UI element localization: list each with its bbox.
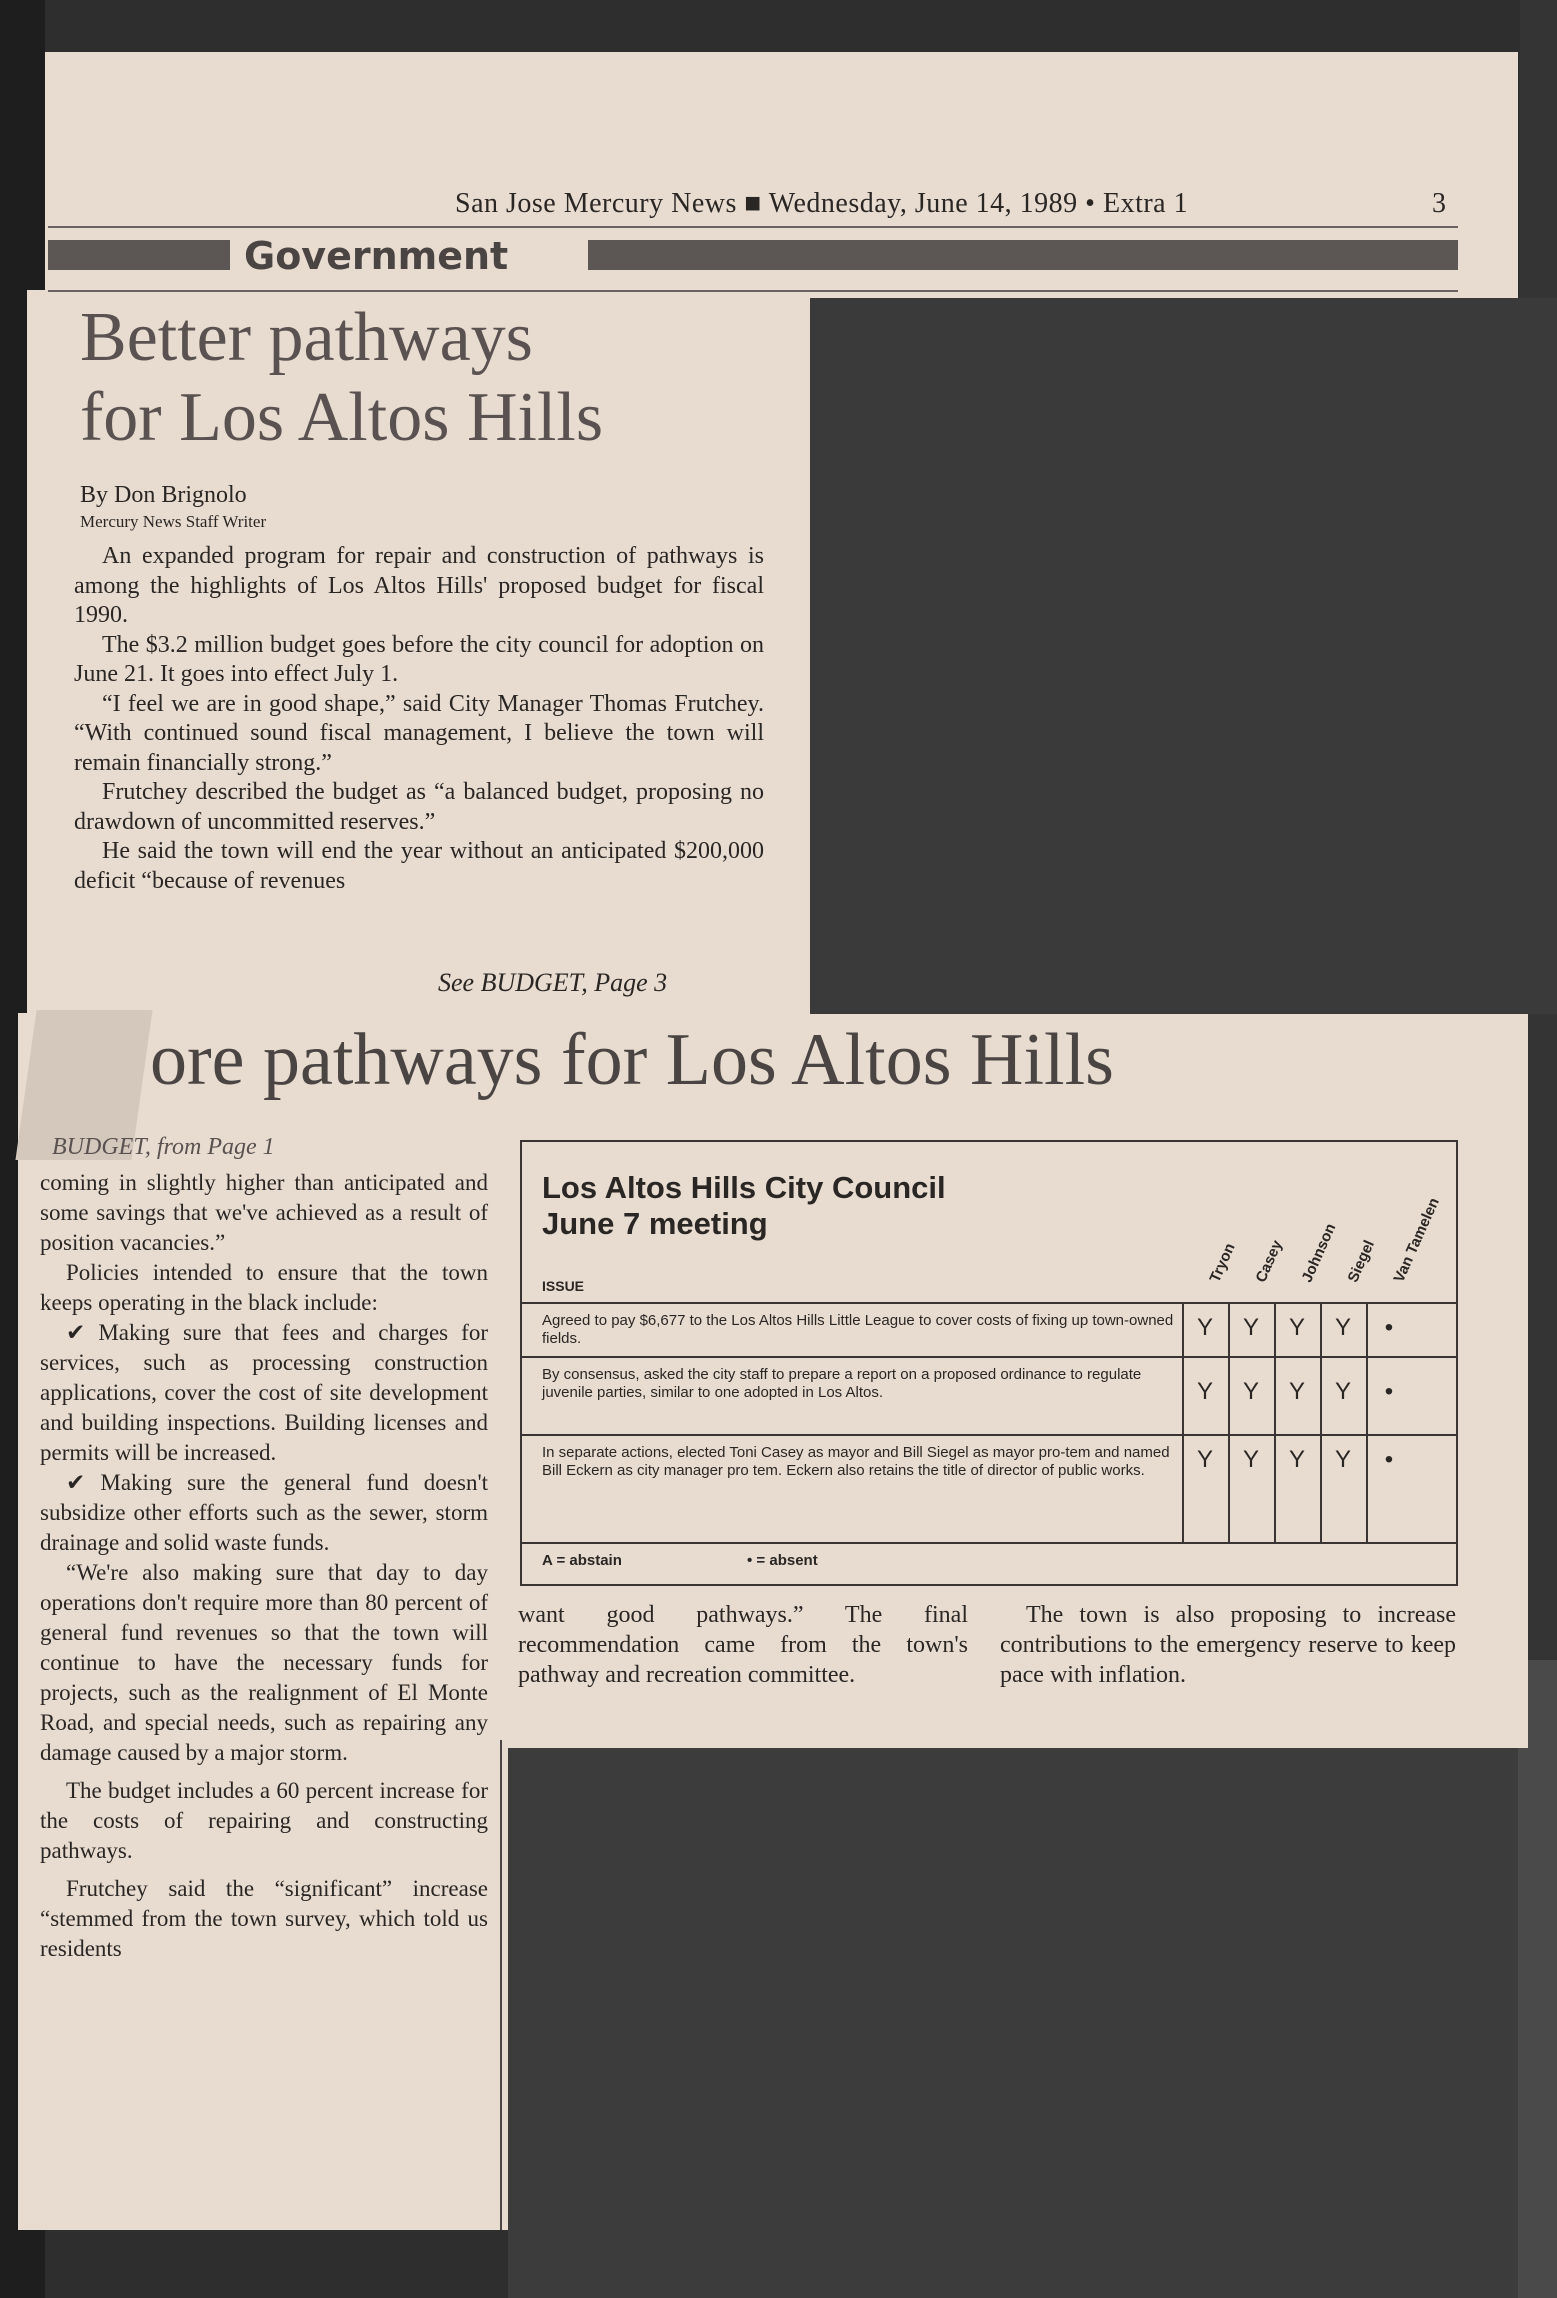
council-title — [542, 1170, 946, 1242]
headline-article-1 — [80, 298, 800, 458]
vote: Y — [1334, 1446, 1351, 1473]
background-right-lower — [1518, 1660, 1557, 2298]
paragraph: The $3.2 million budget goes before the city council for adoption on June 21. It goes into effect July 1. — [74, 631, 764, 687]
page-number: 3 — [1432, 188, 1446, 219]
vote: Y — [1334, 1378, 1351, 1405]
member-name: Van Tamelen — [1390, 1195, 1443, 1285]
paragraph: coming in slightly higher than anticipated and some savings that we've achieved as a result of position vacancies.” — [40, 1170, 488, 1255]
issue-text: By consensus, asked the city staff to prepare a report on a proposed ordinance to regulate juvenile parties, similar to one adopted in Los Altos. — [542, 1366, 1142, 1401]
jump-line: See BUDGET, Page 3 — [438, 968, 668, 997]
headline-line-1: Better pathways — [80, 299, 533, 376]
issue-header: ISSUE — [542, 1278, 585, 1294]
paragraph: The town is also proposing to increase contributions to the emergency reserve to keep pace with inflation. — [1000, 1602, 1456, 1688]
grid-line — [522, 1542, 1456, 1544]
member-name: Johnson — [1298, 1220, 1340, 1285]
issue-text: Agreed to pay $6,677 to the Los Altos Hills Little League to cover costs of fixing up town-owned fields. — [542, 1312, 1174, 1347]
grid-line — [522, 1356, 1456, 1358]
redaction-block-top — [810, 298, 1557, 1014]
vote: Y — [1196, 1446, 1213, 1473]
masthead: San Jose Mercury News ■ Wednesday, June 14, 1989 • Extra 1 — [455, 188, 1189, 219]
vote: Y — [1242, 1446, 1259, 1473]
vote: Y — [1288, 1446, 1305, 1473]
section-bar-left — [48, 240, 230, 270]
article-2-left-column — [40, 1168, 488, 1964]
section-label: Government — [244, 234, 509, 278]
vote: Y — [1196, 1378, 1213, 1405]
vote: • — [1384, 1378, 1394, 1405]
article-2-middle-column: want good pathways.” The final recommendation came from the town's pathway and recreation committee. — [518, 1602, 968, 1688]
vote: Y — [1288, 1378, 1305, 1405]
paragraph: ✔ Making sure the general fund doesn't subsidize other efforts such as the sewer, storm drainage and solid waste funds. — [40, 1470, 488, 1555]
vote: Y — [1196, 1314, 1213, 1341]
paragraph: Policies intended to ensure that the town keeps operating in the black include: — [40, 1260, 488, 1315]
section-banner — [48, 234, 1458, 278]
legend-abstain: A = abstain — [542, 1552, 622, 1569]
article-1-body — [74, 542, 764, 896]
vote: Y — [1334, 1314, 1351, 1341]
paragraph: ✔ Making sure that fees and charges for services, such as processing construction applications, cover the cost of site development and building inspections. Building licenses and permits will be increased. — [40, 1320, 488, 1465]
paragraph: Frutchey said the “significant” increase “stemmed from the town survey, which told us residents — [40, 1876, 488, 1961]
vote: Y — [1242, 1378, 1259, 1405]
paragraph: An expanded program for repair and construction of pathways is among the highlights of Los Altos Hills' proposed budget for fiscal 1990. — [74, 543, 764, 628]
vote: Y — [1288, 1314, 1305, 1341]
section-bottom-rule — [48, 290, 1458, 292]
member-name: Siegel — [1344, 1237, 1378, 1285]
vote: Y — [1242, 1314, 1259, 1341]
byline: By Don Brignolo — [80, 482, 247, 508]
section-bar-right — [588, 240, 1458, 270]
member-name: Casey — [1252, 1237, 1286, 1285]
grid-line — [522, 1434, 1456, 1436]
council-vote-table — [520, 1140, 1458, 1586]
masthead-rule — [48, 226, 1458, 228]
paragraph: The budget includes a 60 percent increase for the costs of repairing and constructing pathways. — [40, 1778, 488, 1863]
paragraph: “We're also making sure that day to day operations don't require more than 80 percent of general fund revenues so that the town will continue to have the necessary funds for projects, such as the realignment of El Monte Road, and special needs, such as repairing any damage caused by a major storm. — [40, 1560, 488, 1765]
paragraph: “I feel we are in good shape,” said City Manager Thomas Frutchey. “With continued sound fiscal management, I believe the town will remain financially strong.” — [74, 690, 764, 776]
issue-text: In separate actions, elected Toni Casey as mayor and Bill Siegel as mayor pro-tem and named Bill Eckern as city manager pro tem. Eckern also retains the title of director of public works. — [542, 1444, 1170, 1479]
council-title-line-1: Los Altos Hills City Council — [542, 1170, 946, 1205]
vote: • — [1384, 1446, 1394, 1473]
headline-article-2: ore pathways for Los Altos Hills — [150, 1019, 1114, 1101]
vote: • — [1384, 1314, 1394, 1341]
paragraph: He said the town will end the year without an anticipated $200,000 deficit “because of revenues — [74, 838, 764, 894]
article-2-right-column — [1000, 1600, 1456, 1690]
member-name: Tryon — [1206, 1240, 1239, 1285]
headline-line-2: for Los Altos Hills — [80, 379, 604, 456]
grid-line — [522, 1302, 1456, 1304]
paragraph: Frutchey described the budget as “a balanced budget, proposing no drawdown of uncommitted reserves.” — [74, 779, 764, 835]
legend-absent: • = absent — [747, 1552, 818, 1569]
continued-from: BUDGET, from Page 1 — [52, 1134, 275, 1160]
council-title-line-2: June 7 meeting — [542, 1206, 768, 1241]
byline-title: Mercury News Staff Writer — [80, 512, 267, 531]
redaction-block-bottom — [508, 1748, 1518, 2298]
column-rule — [500, 1740, 502, 2230]
